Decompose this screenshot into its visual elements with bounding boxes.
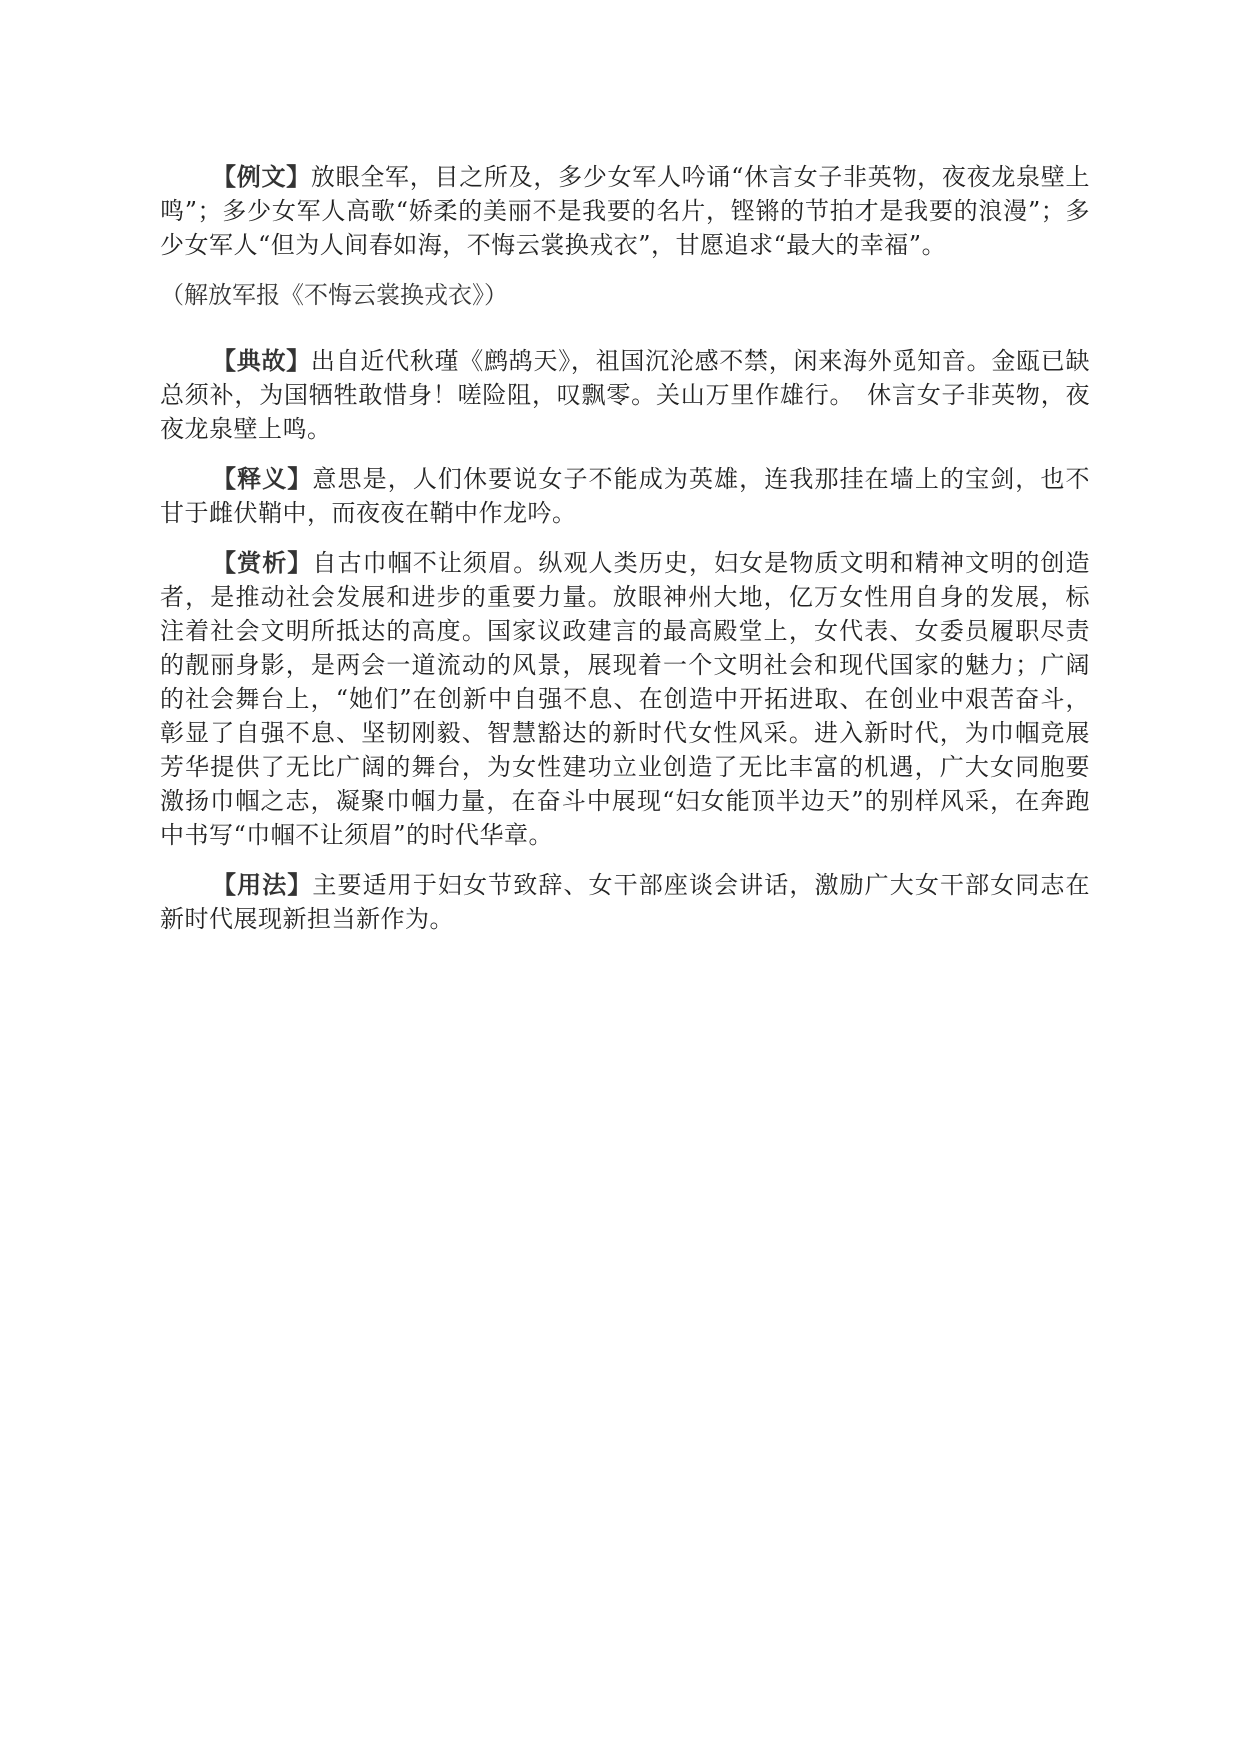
allusion-tag: 【典故】 (212, 347, 311, 375)
usage-text: 主要适用于妇女节致辞、女干部座谈会讲话，激励广大女干部女同志在新时代展现新担当新作为。 (160, 871, 1091, 933)
example-text: 放眼全军，目之所及，多少女军人吟诵“休言女子非英物，夜夜龙泉壁上鸣”；多少女军人高歌“娇柔的美丽不是我要的名片，铿锵的节拍才是我要的浪漫”；多少女军人“但为人间春如海，不悔云裳换戎衣”，甘愿追求“最大的幸福”。 (160, 163, 1090, 259)
usage-paragraph (160, 868, 1090, 936)
example-paragraph (160, 160, 1090, 262)
appreciation-tag: 【赏析】 (212, 549, 313, 577)
appreciation-text: 自古巾帼不让须眉。纵观人类历史，妇女是物质文明和精神文明的创造者，是推动社会发展和进步的重要力量。放眼神州大地，亿万女性用自身的发展，标注着社会文明所抵达的高度。国家议政建言的最高殿堂上，女代表、女委员履职尽责的靓丽身影，是两会一道流动的风景，展现着一个文明社会和现代国家的魅力；广阔的社会舞台上，“她们”在创新中自强不息、在创造中开拓进取、在创业中艰苦奋斗，彰显了自强不息、坚韧刚毅、智慧豁达的新时代女性风采。进入新时代，为巾帼竞展芳华提供了无比广阔的舞台，为女性建功立业创造了无比丰富的机遇，广大女同胞要激扬巾帼之志，凝聚巾帼力量，在奋斗中展现“妇女能顶半边天”的别样风采，在奔跑中书写“巾帼不让须眉”的时代华章。 (160, 549, 1091, 849)
allusion-paragraph (160, 344, 1090, 446)
meaning-text: 意思是，人们休要说女子不能成为英雄，连我那挂在墙上的宝剑，也不甘于雌伏鞘中，而夜夜在鞘中作龙吟。 (160, 465, 1091, 527)
meaning-paragraph (160, 462, 1090, 530)
allusion-text: 出自近代秋瑾《鹧鸪天》，祖国沉沦感不禁，闲来海外觅知音。金瓯已缺总须补，为国牺牲敢惜身！嗟险阻，叹飘零。关山万里作雄行。 休言女子非英物，夜夜龙泉壁上鸣。 (160, 347, 1091, 443)
example-tag: 【例文】 (212, 163, 311, 191)
usage-tag: 【用法】 (212, 871, 313, 899)
appreciation-paragraph (160, 546, 1090, 852)
source-citation: （解放军报《不悔云裳换戎衣》） (160, 281, 508, 309)
document-page (160, 160, 1090, 952)
meaning-tag: 【释义】 (212, 465, 313, 493)
